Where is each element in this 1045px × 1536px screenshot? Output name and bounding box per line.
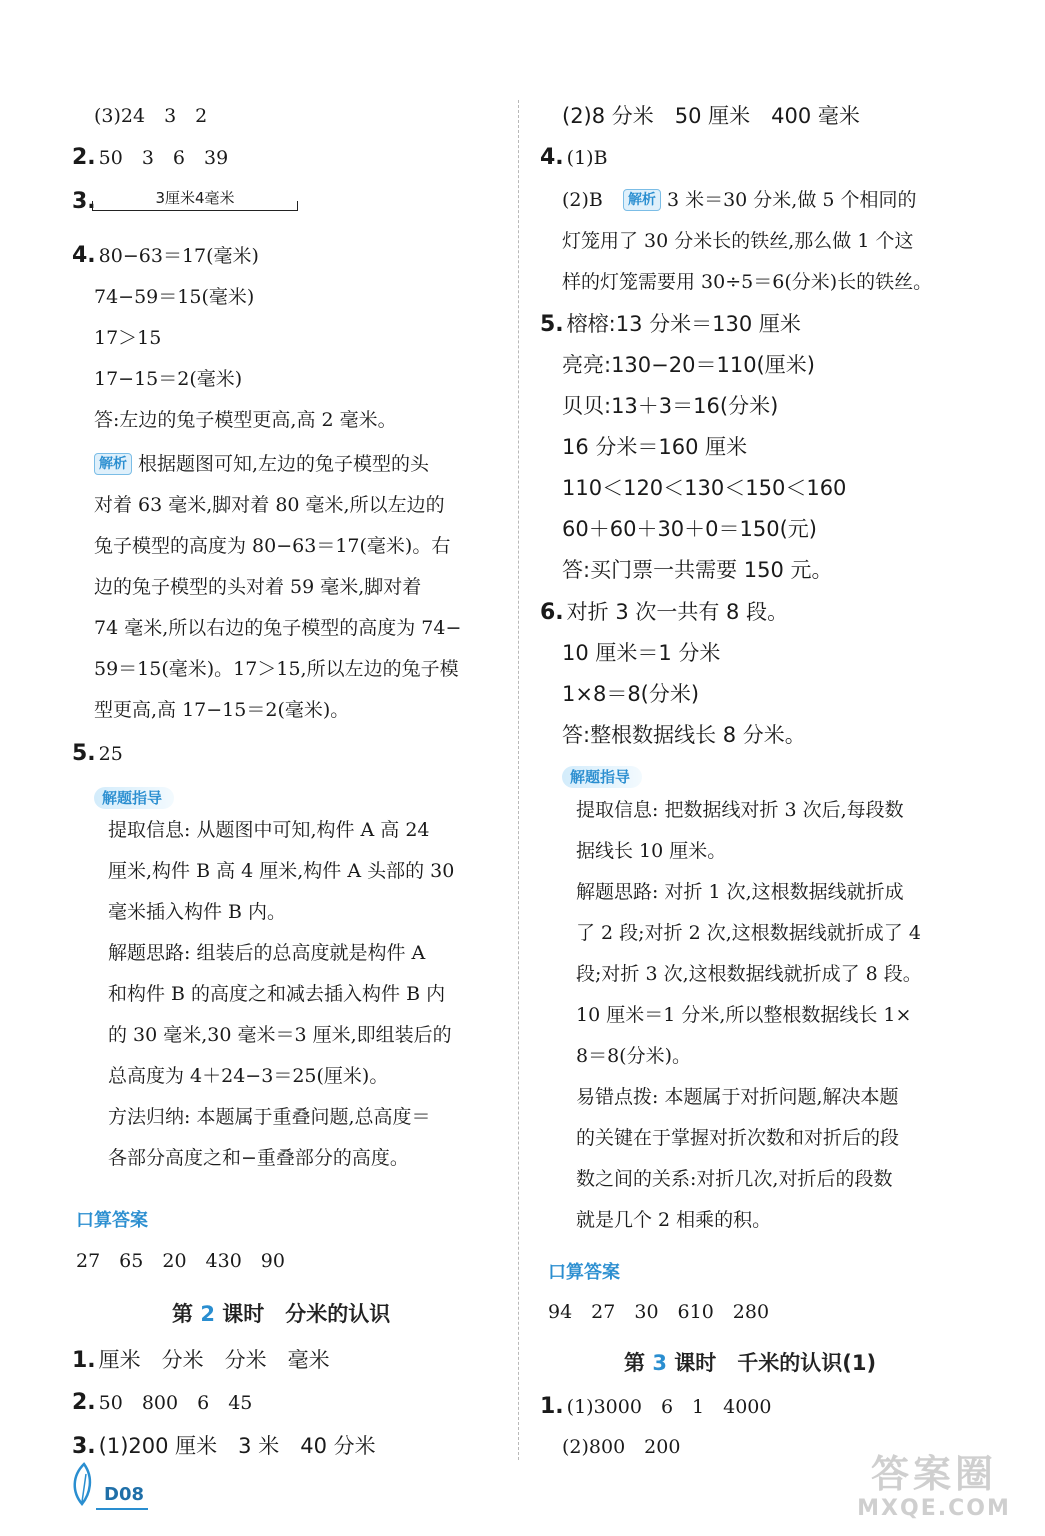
question-4: 4. (1)B bbox=[540, 145, 608, 170]
answer-line: 答:左边的兔子模型更高,高 2 毫米。 bbox=[94, 409, 397, 431]
question-number: 4. bbox=[540, 145, 564, 170]
guide-line: 的 30 毫米,30 毫米＝3 厘米,即组装后的 bbox=[108, 1024, 452, 1046]
question-5 bbox=[72, 740, 123, 768]
analysis-line: 59＝15(毫米)。17＞15,所以左边的兔子模 bbox=[94, 658, 459, 680]
guide-line: 解题思路: 组装后的总高度就是构件 A bbox=[108, 942, 426, 964]
analysis-line: 边的兔子模型的头对着 59 毫米,脚对着 bbox=[94, 576, 422, 598]
lesson-question-2: 2. 50 800 6 45 bbox=[72, 1390, 253, 1415]
page-number: D08 bbox=[104, 1484, 144, 1505]
lesson-title: 第 2 课时 分米的认识 bbox=[172, 1302, 391, 1326]
oral-answer-title: 口算答案 bbox=[76, 1210, 148, 1231]
analysis-line: 样的灯笼需要用 30÷5＝6(分米)长的铁丝。 bbox=[562, 271, 933, 293]
analysis-tag: 解析 bbox=[623, 189, 661, 211]
guide-tag: 解题指导 bbox=[562, 766, 642, 788]
analysis-line: 型更高,高 17−15＝2(毫米)。 bbox=[94, 699, 350, 721]
answer-line: 10 厘米＝1 分米 bbox=[562, 641, 721, 665]
page-number-underline bbox=[96, 1508, 148, 1510]
lesson-question-1: 1. 厘米 分米 分米 毫米 bbox=[72, 1348, 330, 1373]
lesson-question-3: 3. (1)200 厘米 3 米 40 分米 bbox=[72, 1434, 376, 1459]
guide-line: 解题思路: 对折 1 次,这根数据线就折成 bbox=[576, 881, 904, 903]
analysis-tag: 解析 bbox=[94, 453, 132, 475]
answer-line: (3)24 3 2 bbox=[94, 105, 208, 127]
question-number: 5. bbox=[540, 312, 564, 337]
analysis-line: (2)B 解析 3 米＝30 分米,做 5 个相同的 bbox=[562, 189, 917, 211]
answer-line: (2)8 分米 50 厘米 400 毫米 bbox=[562, 104, 860, 128]
question-number: 1. bbox=[540, 1394, 564, 1419]
guide-line: 据线长 10 厘米。 bbox=[576, 840, 727, 862]
guide-header bbox=[94, 783, 174, 811]
question-4 bbox=[72, 242, 259, 270]
question-number: 5. bbox=[72, 741, 96, 766]
guide-header bbox=[562, 762, 642, 790]
question-number: 3. bbox=[72, 189, 96, 214]
guide-line: 提取信息: 把数据线对折 3 次后,每段数 bbox=[576, 799, 904, 821]
oral-answers: 94 27 30 610 280 bbox=[548, 1301, 770, 1323]
answer-line: 17＞15 bbox=[94, 327, 162, 349]
question-number: 3. bbox=[72, 1434, 96, 1459]
answer-line: 17−15＝2(毫米) bbox=[94, 368, 243, 390]
guide-line: 段;对折 3 次,这根数据线就折成了 8 段。 bbox=[576, 963, 922, 985]
guide-line: 就是几个 2 相乘的积。 bbox=[576, 1209, 772, 1231]
answer-text: 80−63＝17(毫米) bbox=[98, 245, 259, 267]
answer-line: 贝贝:13＋3＝16(分米) bbox=[562, 394, 779, 418]
guide-line: 方法归纳: 本题属于重叠问题,总高度＝ bbox=[108, 1106, 431, 1128]
analysis-line: 对着 63 毫米,脚对着 80 毫米,所以左边的 bbox=[94, 494, 445, 516]
guide-line: 10 厘米＝1 分米,所以整根数据线长 1× bbox=[576, 1004, 912, 1026]
lesson-title: 第 3 课时 千米的认识(1) bbox=[624, 1351, 877, 1375]
lesson-question-1: 1. (1)3000 6 1 4000 bbox=[540, 1394, 772, 1419]
analysis-line: 解析 根据题图可知,左边的兔子模型的头 bbox=[94, 450, 429, 478]
guide-line: 厘米,构件 B 高 4 厘米,构件 A 头部的 30 bbox=[108, 860, 455, 882]
question-2 bbox=[72, 144, 228, 172]
answer-text: 50 3 6 39 bbox=[98, 147, 229, 169]
answer-line: 亮亮:130−20＝110(厘米) bbox=[562, 353, 815, 377]
guide-line: 易错点拨: 本题属于对折问题,解决本题 bbox=[576, 1086, 899, 1108]
question-number: 6. bbox=[540, 600, 564, 625]
answer-line: 答:整根数据线长 8 分米。 bbox=[562, 723, 806, 747]
answer-line: 16 分米＝160 厘米 bbox=[562, 435, 748, 459]
answer-line: 答:买门票一共需要 150 元。 bbox=[562, 558, 833, 582]
question-5: 5. 榕榕:13 分米＝130 厘米 bbox=[540, 312, 801, 337]
guide-line: 提取信息: 从题图中可知,构件 A 高 24 bbox=[108, 819, 430, 841]
answer-text: 25 bbox=[98, 743, 123, 765]
analysis-line: 灯笼用了 30 分米长的铁丝,那么做 1 个这 bbox=[562, 230, 914, 252]
answer-line: 60＋60＋30＋0＝150(元) bbox=[562, 517, 817, 541]
guide-tag: 解题指导 bbox=[94, 787, 174, 809]
guide-line: 各部分高度之和−重叠部分的高度。 bbox=[108, 1147, 409, 1169]
answer-line: 1×8＝8(分米) bbox=[562, 682, 700, 706]
answer-line: (2)800 200 bbox=[562, 1436, 681, 1458]
answer-line: 110＜120＜130＜150＜160 bbox=[562, 476, 847, 500]
analysis-line: 兔子模型的高度为 80−63＝17(毫米)。右 bbox=[94, 535, 451, 557]
answer-line: 74−59＝15(毫米) bbox=[94, 286, 255, 308]
question-number: 1. bbox=[72, 1348, 96, 1373]
segment-label: 3厘米4毫米 bbox=[155, 189, 235, 207]
question-number: 4. bbox=[72, 243, 96, 268]
question-number: 2. bbox=[72, 1390, 96, 1415]
oral-answer-title: 口算答案 bbox=[548, 1262, 620, 1283]
analysis-line: 74 毫米,所以右边的兔子模型的高度为 74− bbox=[94, 617, 462, 639]
guide-line: 的关键在于掌握对折次数和对折后的段 bbox=[576, 1127, 900, 1149]
guide-line: 数之间的关系:对折几次,对折后的段数 bbox=[576, 1168, 893, 1190]
guide-line: 总高度为 4＋24−3＝25(厘米)。 bbox=[108, 1065, 389, 1087]
guide-line: 和构件 B 的高度之和减去插入构件 B 内 bbox=[108, 983, 446, 1005]
question-number: 2. bbox=[72, 145, 96, 170]
column-divider bbox=[518, 100, 519, 1460]
line-segment-drawing bbox=[92, 186, 298, 211]
guide-line: 了 2 段;对折 2 次,这根数据线就折成了 4 bbox=[576, 922, 921, 944]
watermark-logo: 答案圈 MXQE.COM bbox=[857, 1452, 1011, 1521]
oral-answers: 27 65 20 430 90 bbox=[76, 1250, 285, 1272]
leaf-icon bbox=[70, 1462, 100, 1508]
guide-line: 毫米插入构件 B 内。 bbox=[108, 901, 287, 923]
guide-line: 8＝8(分米)。 bbox=[576, 1045, 692, 1067]
question-6: 6. 对折 3 次一共有 8 段。 bbox=[540, 600, 789, 625]
